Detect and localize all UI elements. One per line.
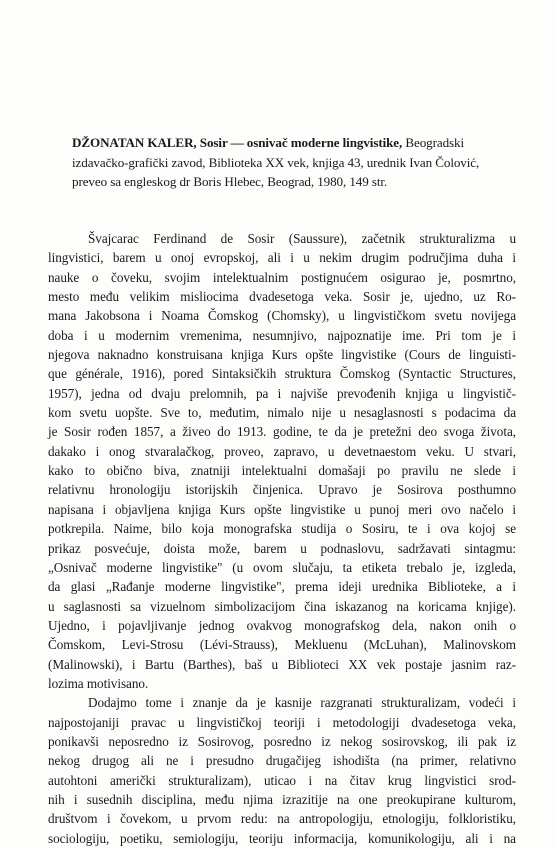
- text-line: napisana i objavljena knjiga Kurs opšte lingvistike u punoj meri ovo načelo i: [48, 501, 516, 517]
- text-line: potkrepila. Naime, bilo koja monografska studija o Sosiru, te i ova kojoj se: [48, 521, 516, 537]
- text-line: najpostojaniji pravac u lingvističkoj teoriji i metodologiji dvadesetoga veka,: [48, 714, 516, 730]
- text-line: nekog drugog ali ne i presudno drugačijeg ishodišta (na primer, relativno: [48, 753, 516, 769]
- paragraph-1: [48, 229, 516, 693]
- header-publisher-start: Beogradski: [405, 135, 465, 150]
- text-line: ponikavši neposredno iz Sosirovog, posredno iz nekog sosirovskog, ili pak iz: [48, 733, 516, 749]
- text-line: nauke o čoveku, svojim intelektualnim postignućem osigurao je, posmrtno,: [48, 269, 516, 285]
- text-line: que générale, 1916), pored Sintaksičkih struktura Čomskog (Syntactic Structures,: [48, 366, 516, 382]
- text-line: nih i susednih disciplina, među njima izrazitije na one preokupirane kulturom,: [48, 791, 516, 807]
- text-line: lingvistici, barem u onoj evropskoj, ali i u nekim drugim područjima duha i: [48, 250, 516, 266]
- text-line: kako to obično biva, znatniji intelektualni domašaji po pravilu ne slede i: [48, 463, 516, 479]
- text-line: mana Jakobsona i Noama Čomskog (Chomsky), u lingvističkom svetu novijega: [48, 308, 516, 324]
- text-line: mesto među velikim misliocima dvadesetoga veka. Sosir je, ujedno, uz Ro-: [48, 289, 516, 305]
- text-line: u saglasnosti sa vizuelnom simbolizacijom čina iskazanog na koricama knjige).: [48, 598, 516, 614]
- text-line: je Sosir rođen 1857, a živeo do 1913. godine, te da je pretežni deo svoga života,: [48, 424, 516, 440]
- text-line: Dodajmo tome i znanje da je kasnije razgranati strukturalizam, vodeći i: [88, 695, 516, 711]
- text-line: doba i u modernim vremenima, nesumnjivo, najpoznatije ime. Pri tom je i: [48, 327, 516, 343]
- author-name: DŽONATAN KALER,: [72, 135, 197, 150]
- text-line: autohtoni američki strukturalizam), uticao i na čitav krug lingvistici srod-: [48, 772, 516, 788]
- text-line: prikaz posvećuje, doista može, barem u podnaslovu, sadržavati sintagmu:: [48, 540, 516, 556]
- header-line-1: [72, 133, 504, 153]
- book-title: Sosir — osnivač moderne lingvistike,: [199, 135, 403, 150]
- text-line: relativnu hronologiju istorijskih činjenica. Upravo je Sosirova posthumno: [48, 482, 516, 498]
- paragraph-2: [48, 693, 516, 848]
- text-line: „Osnivač moderne lingvistike" (u ovom slučaju, ta etiketa trebalo je, izgleda,: [48, 559, 516, 575]
- header-line-3: preveo sa engleskog dr Boris Hlebec, Beograd, 1980, 149 str.: [72, 174, 388, 189]
- text-line: njegova naknadno konstruisana knjiga Kurs opšte lingvistike (Cours de linguisti-: [48, 347, 516, 363]
- text-line: (Malinowski), i Bartu (Barthes), baš u Biblioteci XX vek postaje jasnim raz-: [48, 656, 516, 672]
- text-line: Švajcarac Ferdinand de Sosir (Saussure), začetnik strukturalizma u: [88, 231, 516, 246]
- text-line: 1957), jedna od dvaju prelomnih, pa i najviše prevođenih knjiga u lingvistič-: [48, 385, 516, 401]
- text-line: dakako i onog stvaralačkog, proveo, zapravo, u devetnaestom veku. U stvari,: [48, 443, 516, 459]
- text-line: Ujedno, i pojavljivanje jednog ovakvog monografskog dela, nakon onih o: [48, 617, 516, 633]
- text-line: sociologiju, poetiku, semiologiju, teoriju informacija, komunikologiju, ali i na: [48, 830, 516, 846]
- text-line: kom svetu uopšte. Sve to, međutim, nimalo nije u nesaglasnosti s podacima da: [48, 405, 516, 421]
- text-line: lozima motivisano.: [48, 675, 149, 691]
- review-body: [48, 229, 516, 848]
- text-line: Čomskom, Levi-Strosu (Lévi-Strauss), Mekluenu (McLuhan), Malinovskom: [48, 637, 516, 653]
- header-line-2: izdavačko-grafički zavod, Biblioteka XX vek, knjiga 43, urednik Ivan Čolović,: [72, 154, 480, 170]
- bibliographic-header: [72, 133, 504, 192]
- text-line: društvom i čovekom, u prvom redu: na antropologiju, etnologiju, folkloristiku,: [48, 811, 516, 827]
- text-line: da glasi „Rađanje moderne lingvistike", prema ideji urednika Biblioteke, a i: [48, 579, 516, 595]
